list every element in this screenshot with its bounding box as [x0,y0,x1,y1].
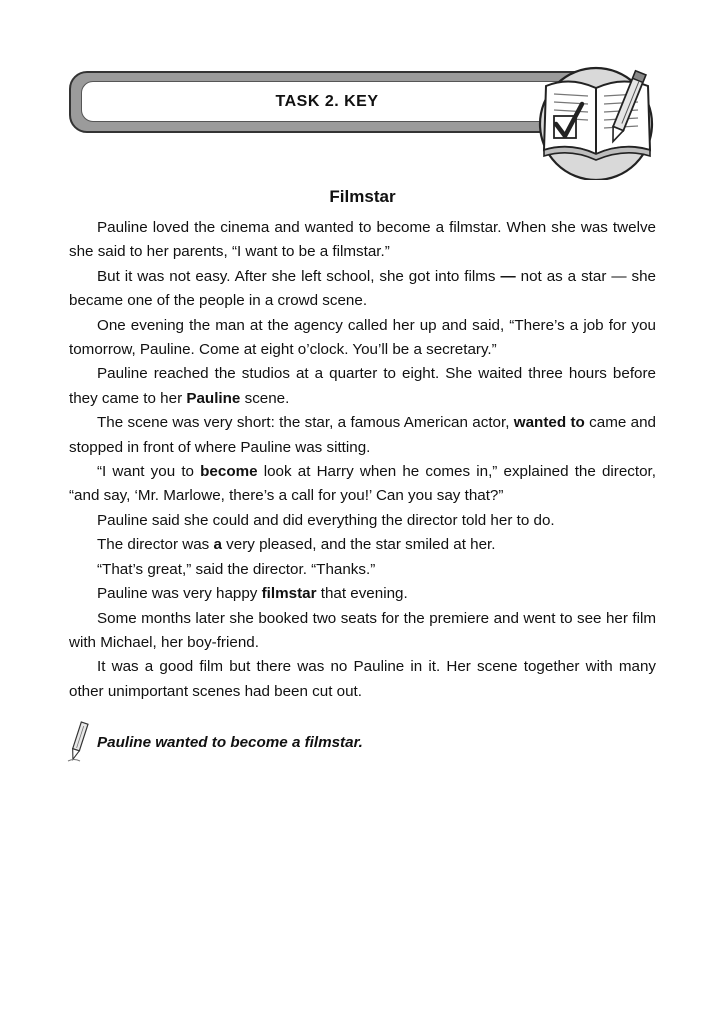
text-run: not as a star — she became one of the people in a crowd scene. [69,267,656,310]
story-paragraph [69,558,656,582]
bold-word: — [500,267,516,285]
task-header-inner [81,81,593,122]
text-run: Pauline loved the cinema and wanted to become a filmstar. When she was twelve she said to her parents, “I want to be a filmstar.” [69,219,656,261]
text-run: “That’s great,” said the director. “Thanks.” [97,560,376,578]
story-paragraph [69,362,656,411]
text-run: Pauline was very happy [97,585,262,603]
text-run: Some months later she booked two seats for the premiere and went to see her film with Michael, her boy-friend. [69,609,656,651]
text-run: But it was not easy. After she left school, she got into films [97,267,501,285]
text-run: One evening the man at the agency called her up and said, “There’s a job for you tomorrow, Pauline. Come at eight o’clock. You’ll be a secretary.” [69,316,656,359]
story-paragraph [69,582,656,606]
open-book-check-pen-icon [538,64,658,180]
story-text [69,216,656,704]
story-paragraph [69,216,656,265]
text-run: very pleased, and the star smiled at her. [221,536,496,554]
text-run: Pauline said she could and did everything the director told her to do. [97,511,555,529]
task-header-title: TASK 2. KEY [275,92,379,110]
text-run: look at Harry when he comes in,” explained the director, “and say, ‘Mr. Marlowe, there’s a call for you!’ Can you say that?” [69,463,656,505]
pen-icon [66,720,90,764]
story-paragraph [69,509,656,533]
answer-sentence: Pauline wanted to become a filmstar. [97,734,363,751]
text-run: It was a good film but there was no Pauline in it. Her scene together with many other unimportant scenes had been cut out. [69,658,656,700]
story-paragraph [69,411,656,460]
bold-word: filmstar [261,585,317,603]
story-paragraph [69,533,656,557]
text-run: Pauline reached the studios at a quarter to eight. She waited three hours before they came to her [69,365,656,407]
story-paragraph [69,460,656,509]
bold-word: wanted to [513,414,585,432]
text-run: scene. [240,389,290,407]
bold-word: a [213,536,222,554]
article-title: Filmstar [329,187,396,206]
bold-word: become [200,463,258,481]
text-run: The director was [97,536,214,554]
story-paragraph [69,607,656,656]
answer-row [66,720,666,766]
text-run: “I want you to [97,463,201,481]
story-paragraph [69,314,656,363]
bold-word: Pauline [186,389,241,407]
story-paragraph [69,655,656,704]
text-run: came and stopped in front of where Pauline was sitting. [69,414,656,456]
story-paragraph [69,265,656,314]
task-header-banner [69,71,605,133]
text-run: The scene was very short: the star, a famous American actor, [97,414,514,432]
text-run: that evening. [316,585,408,603]
